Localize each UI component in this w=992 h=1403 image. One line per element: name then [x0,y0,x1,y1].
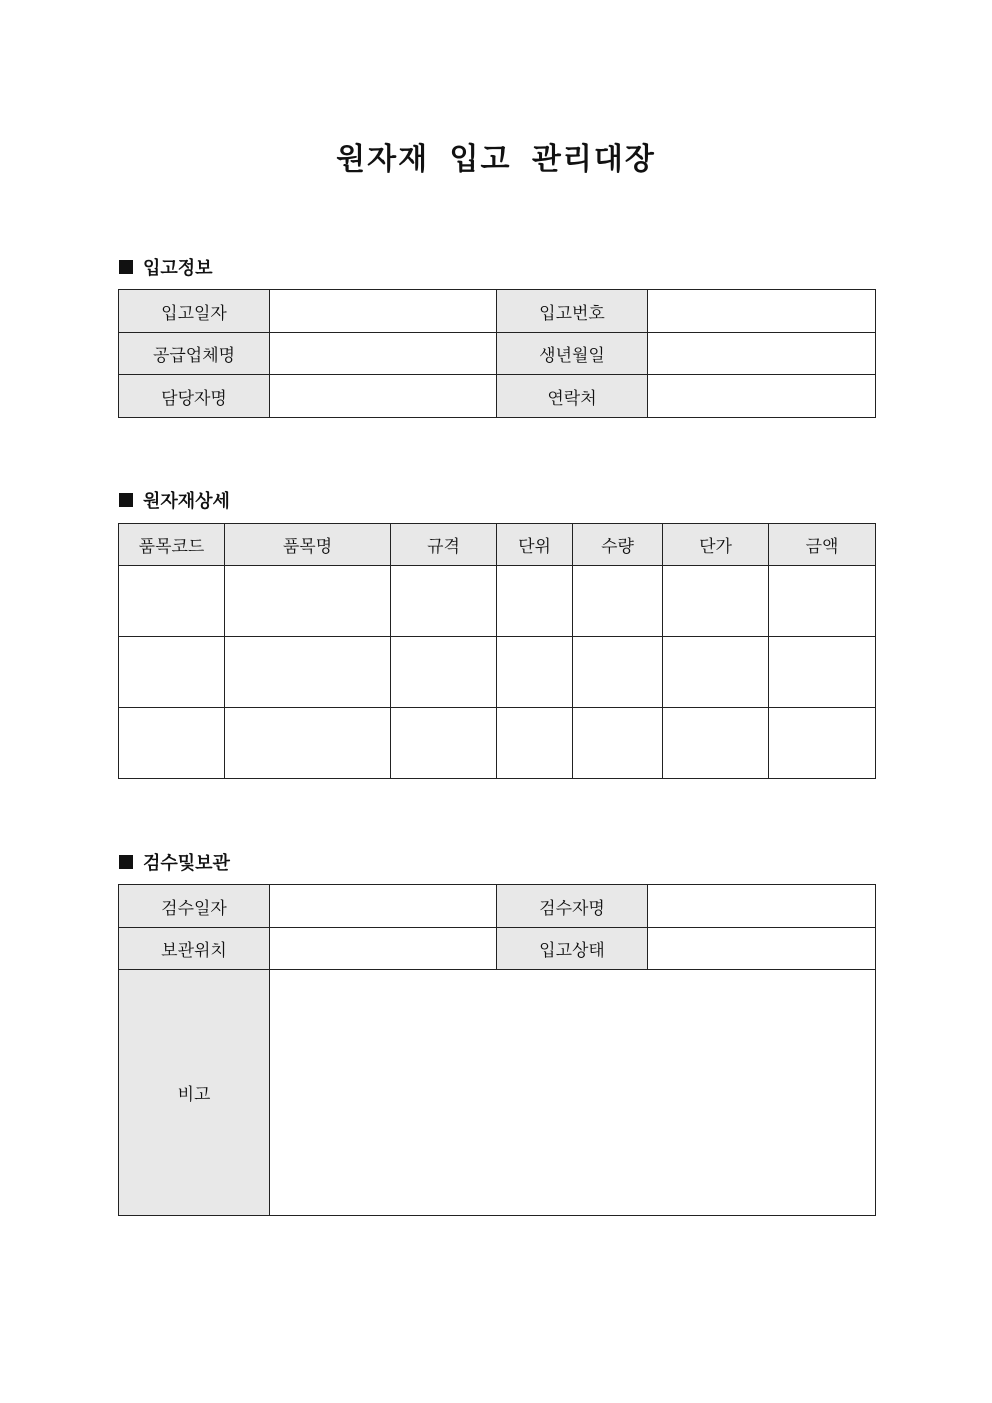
table-row [119,566,876,637]
column-header-unit: 단위 [497,524,573,566]
column-header-amount: 금액 [769,524,876,566]
birth-date-label: 생년월일 [497,333,648,375]
column-header-item-name: 품목명 [225,524,391,566]
square-bullet-icon [119,855,133,869]
receiving-date-label: 입고일자 [119,290,270,333]
birth-date-field[interactable] [648,333,876,375]
table-row [119,375,876,418]
cell-item-code[interactable] [119,566,225,637]
inspection-date-field[interactable] [270,885,497,928]
section-heading-label: 입고정보 [143,258,213,279]
table-row [119,290,876,333]
cell-item-code[interactable] [119,708,225,779]
receiving-status-field[interactable] [648,928,876,970]
cell-unit-price[interactable] [663,637,769,708]
inspection-date-label: 검수일자 [119,885,270,928]
column-header-unit-price: 단가 [663,524,769,566]
table-row [119,928,876,970]
cell-amount[interactable] [769,566,876,637]
cell-amount[interactable] [769,708,876,779]
manager-name-label: 담당자명 [119,375,270,418]
inspector-name-field[interactable] [648,885,876,928]
storage-location-label: 보관위치 [119,928,270,970]
section-heading-receiving-info [119,254,213,280]
square-bullet-icon [119,260,133,274]
section-heading-label: 원자재상세 [143,491,230,512]
cell-quantity[interactable] [573,566,663,637]
cell-amount[interactable] [769,637,876,708]
column-header-spec: 규격 [391,524,497,566]
receiving-info-table [118,289,876,418]
remarks-field[interactable] [270,970,876,1216]
cell-unit[interactable] [497,708,573,779]
table-row [119,637,876,708]
column-header-quantity: 수량 [573,524,663,566]
cell-unit-price[interactable] [663,708,769,779]
cell-spec[interactable] [391,566,497,637]
cell-item-name[interactable] [225,566,391,637]
remarks-label: 비고 [119,970,270,1216]
inspection-storage-table [118,884,876,1216]
cell-item-name[interactable] [225,637,391,708]
inspector-name-label: 검수자명 [497,885,648,928]
page-title: 원자재 입고 관리대장 [336,142,656,177]
square-bullet-icon [119,493,133,507]
storage-location-field[interactable] [270,928,497,970]
receiving-number-field[interactable] [648,290,876,333]
table-row [119,708,876,779]
table-row [119,885,876,928]
section-heading-inspection-storage [119,849,230,875]
cell-spec[interactable] [391,637,497,708]
receiving-date-field[interactable] [270,290,497,333]
cell-unit-price[interactable] [663,566,769,637]
cell-unit[interactable] [497,637,573,708]
manager-name-field[interactable] [270,375,497,418]
supplier-name-field[interactable] [270,333,497,375]
column-header-item-code: 품목코드 [119,524,225,566]
contact-field[interactable] [648,375,876,418]
cell-unit[interactable] [497,566,573,637]
cell-quantity[interactable] [573,708,663,779]
cell-item-code[interactable] [119,637,225,708]
receiving-status-label: 입고상태 [497,928,648,970]
contact-label: 연락처 [497,375,648,418]
table-row [119,333,876,375]
cell-quantity[interactable] [573,637,663,708]
table-header-row [119,524,876,566]
material-detail-table [118,523,876,779]
supplier-name-label: 공급업체명 [119,333,270,375]
section-heading-material-detail [119,487,230,513]
cell-item-name[interactable] [225,708,391,779]
section-heading-label: 검수및보관 [143,853,230,874]
cell-spec[interactable] [391,708,497,779]
table-row [119,970,876,1216]
receiving-number-label: 입고번호 [497,290,648,333]
